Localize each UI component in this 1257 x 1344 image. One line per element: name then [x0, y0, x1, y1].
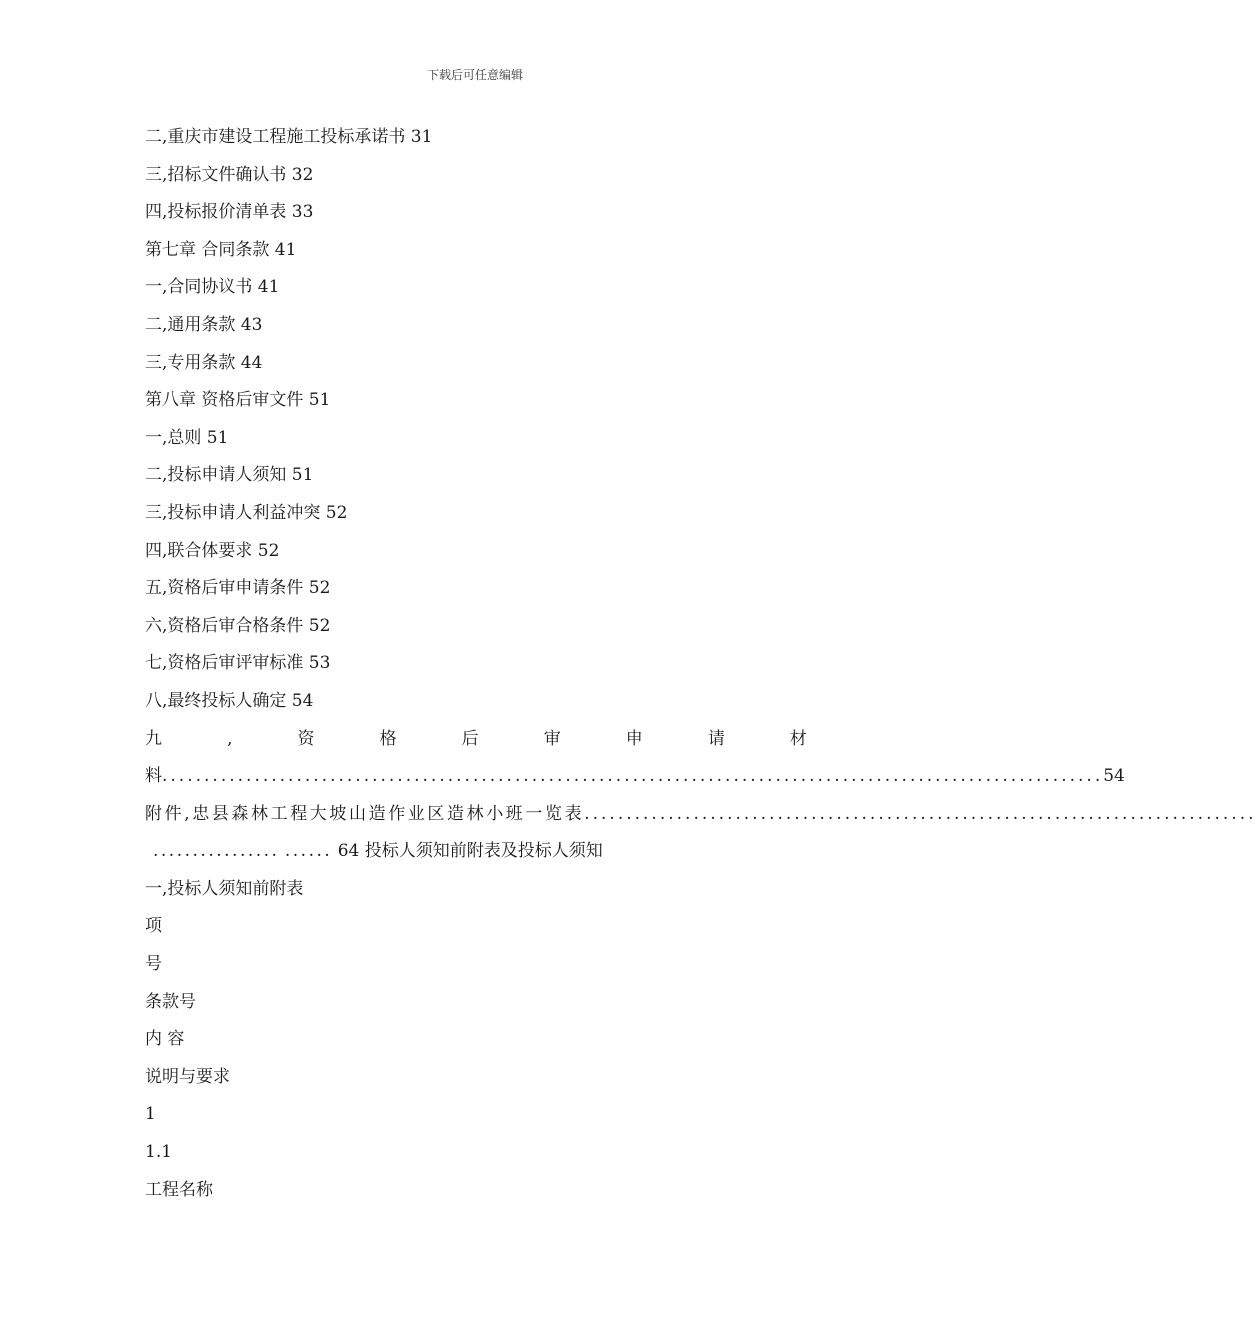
toc-entry: 二,投标申请人须知 51 [145, 465, 314, 486]
toc-entry: 第七章 合同条款 41 [145, 239, 297, 260]
continuation-line [145, 838, 807, 876]
attachment-title: 附件,忠县森林工程大坡山造作业区造林小班一览表 [145, 803, 585, 824]
body-line: 1 [145, 1104, 156, 1125]
toc-entry: 二,重庆市建设工程施工投标承诺书 31 [145, 127, 433, 147]
page-header: 下载后可任意编辑 [426, 68, 523, 82]
toc-entry: 三,招标文件确认书 32 [145, 164, 314, 185]
toc-entry-justified [145, 726, 807, 764]
justified-char: 后 [461, 728, 479, 749]
section-heading: 投标人须知前附表及投标人须知 [364, 841, 603, 862]
toc-entry: 三,投标申请人利益冲突 52 [145, 502, 348, 523]
body-line: 内 容 [145, 1029, 185, 1050]
body-line: 说明与要求 [145, 1066, 230, 1087]
toc-entry: 一,合同协议书 41 [145, 277, 280, 298]
body-line: 工程名称 [145, 1179, 213, 1200]
body-line: 条款号 [145, 991, 196, 1012]
toc-entry: 五,资格后审申请条件 52 [145, 578, 331, 599]
toc-entry: 四,联合体要求 52 [145, 540, 280, 561]
page-number: 64 [337, 841, 360, 862]
toc-entry: 六,资格后审合格条件 52 [145, 615, 331, 636]
dot-leader: ................................................................................ [584, 803, 1257, 824]
toc-entry: 一,总则 51 [145, 427, 229, 448]
justified-char: 请 [707, 728, 725, 749]
justified-char: , [227, 728, 233, 749]
body-line: 1.1 [145, 1142, 173, 1163]
justified-char: 资 [297, 728, 315, 749]
toc-entry: 三,专用条款 44 [145, 352, 263, 373]
body-line: 项 [145, 916, 162, 937]
toc-entry-lead: 料 [145, 766, 162, 787]
body-line: 一,投标人须知前附表 [145, 878, 304, 899]
dot-leader: ...... [284, 841, 333, 862]
justified-char: 九 [145, 728, 162, 749]
toc-dotted-entry [145, 763, 1125, 801]
body-line: 号 [145, 954, 162, 975]
toc-entry: 第八章 资格后审文件 51 [145, 390, 331, 411]
justified-char: 审 [543, 728, 561, 749]
dot-leader: ................................................................................................................ [162, 766, 1104, 787]
justified-char: 申 [625, 728, 643, 749]
toc-entry: 七,资格后审评审标准 53 [145, 653, 331, 674]
toc-entry: 四,投标报价清单表 33 [145, 202, 314, 223]
page-number: 54 [1103, 766, 1125, 787]
justified-char: 材 [789, 728, 807, 749]
document-body [145, 124, 1257, 1214]
justified-char: 格 [379, 728, 397, 749]
dot-leader: ................ [153, 841, 280, 862]
toc-entry: 二,通用条款 43 [145, 314, 263, 335]
toc-entry: 八,最终投标人确定 54 [145, 690, 314, 711]
attachment-entry [145, 801, 1257, 839]
